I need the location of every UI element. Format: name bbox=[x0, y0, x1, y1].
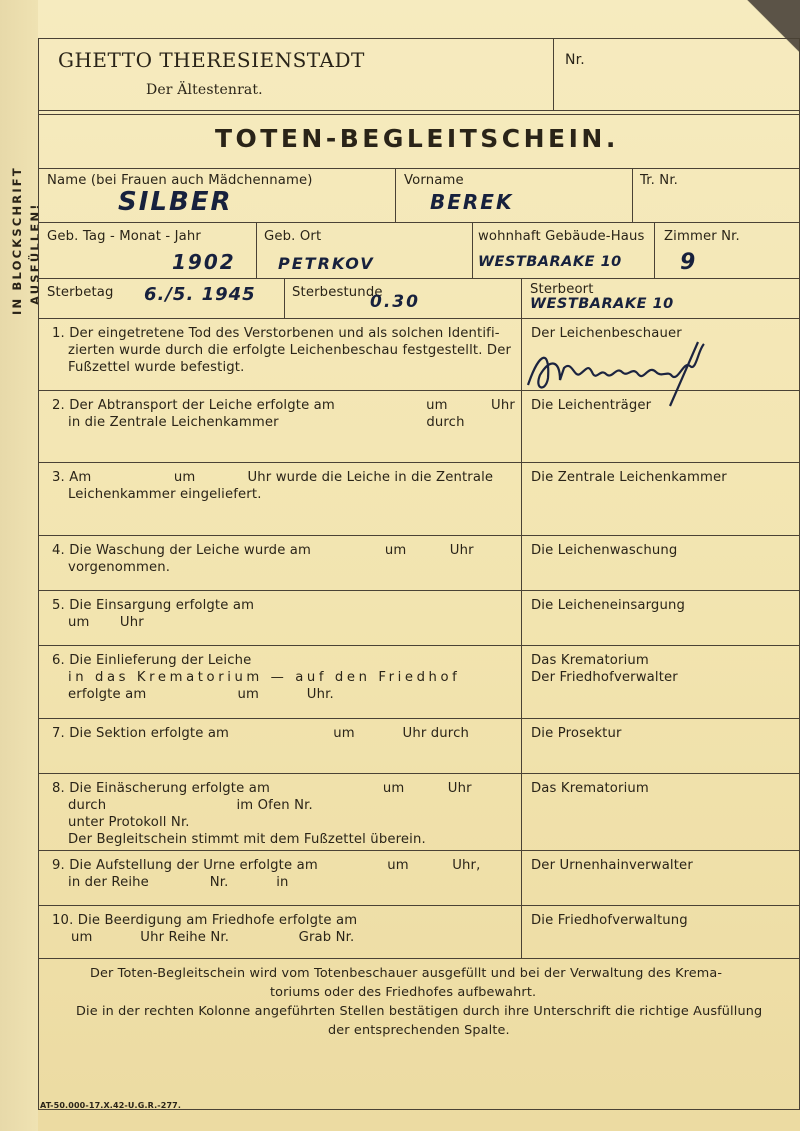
section-8-text-line: Der Begleitschein stimmt mit dem Fußzettel überein. bbox=[68, 832, 426, 847]
tr-nr-label: Tr. Nr. bbox=[640, 173, 679, 188]
side-note-line-1: IN BLOCKSCHRIFT bbox=[10, 166, 24, 315]
section-rule bbox=[38, 850, 800, 851]
nr-label: Nr. bbox=[565, 52, 585, 68]
rule bbox=[654, 222, 655, 278]
rule bbox=[38, 278, 800, 279]
rule bbox=[38, 110, 800, 111]
section-2-text-line: in die Zentrale Leichenkammer durch bbox=[68, 415, 465, 430]
section-9-text-line: in der Reihe Nr. in bbox=[68, 875, 289, 890]
geb-ort-label: Geb. Ort bbox=[264, 229, 322, 244]
sterbetag-label: Sterbetag bbox=[47, 285, 114, 300]
zimmer-label: Zimmer Nr. bbox=[664, 229, 740, 244]
section-8-text-line: unter Protokoll Nr. bbox=[68, 815, 190, 830]
section-9-authority: Der Urnenhainverwalter bbox=[531, 858, 693, 873]
rule bbox=[472, 222, 473, 278]
name-value[interactable]: SILBER bbox=[118, 187, 233, 217]
section-10-text-line: um Uhr Reihe Nr. Grab Nr. bbox=[71, 930, 355, 945]
section-rule bbox=[38, 535, 800, 536]
examiner-signature bbox=[520, 330, 720, 410]
footer-line: der entsprechenden Spalte. bbox=[328, 1023, 510, 1038]
section-4-text-line: 4. Die Waschung der Leiche wurde am um Uhr bbox=[52, 543, 474, 558]
sterbestunde-value[interactable]: 0.30 bbox=[370, 292, 420, 312]
name-label: Name (bei Frauen auch Mädchenname) bbox=[47, 173, 313, 188]
rule bbox=[38, 222, 800, 223]
section-8-text-line: durch im Ofen Nr. bbox=[68, 798, 313, 813]
section-divider bbox=[521, 718, 522, 773]
section-6-authority: Der Friedhofverwalter bbox=[531, 670, 678, 685]
zimmer-value[interactable]: 9 bbox=[680, 250, 698, 275]
council-name: Der Ältestenrat. bbox=[146, 82, 263, 98]
section-rule bbox=[38, 718, 800, 719]
section-divider bbox=[521, 773, 522, 850]
section-7-authority: Die Prosektur bbox=[531, 726, 622, 741]
section-3-authority: Die Zentrale Leichenkammer bbox=[531, 470, 727, 485]
section-6-text-line: in das Krematorium — auf den Friedhof bbox=[68, 670, 461, 685]
section-divider bbox=[521, 590, 522, 645]
section-divider bbox=[521, 645, 522, 718]
sterbestunde-label: Sterbestunde bbox=[292, 285, 383, 300]
section-divider bbox=[521, 905, 522, 958]
section-6-text-line: erfolgte am um Uhr. bbox=[68, 687, 334, 702]
section-rule bbox=[38, 905, 800, 906]
footer-line: Der Toten-Begleitschein wird vom Totenbeschauer ausgefüllt und bei der Verwaltung des Krema- bbox=[90, 966, 723, 981]
sterbeort-label: Sterbeort bbox=[530, 282, 594, 297]
section-1-text-line: zierten wurde durch die erfolgte Leichenbeschau festgestellt. Der bbox=[68, 343, 512, 358]
geb-tag-value[interactable]: 1902 bbox=[172, 250, 236, 274]
section-5-text-line: um Uhr bbox=[68, 615, 144, 630]
header-divider bbox=[553, 38, 554, 110]
sterbetag-value[interactable]: 6./5. 1945 bbox=[144, 284, 256, 305]
section-divider bbox=[521, 535, 522, 590]
section-5-authority: Die Leicheneinsargung bbox=[531, 598, 685, 613]
side-note bbox=[4, 160, 42, 330]
section-1-text-line: Fußzettel wurde befestigt. bbox=[68, 360, 245, 375]
rule bbox=[256, 222, 257, 278]
geb-tag-label: Geb. Tag - Monat - Jahr bbox=[47, 229, 201, 244]
section-2-authority: Die Leichenträger bbox=[531, 398, 652, 413]
section-9-text-line: 9. Die Aufstellung der Urne erfolgte am um Uhr, bbox=[52, 858, 481, 873]
rule bbox=[38, 318, 800, 319]
section-1-text-line: 1. Der eingetretene Tod des Verstorbenen und als solchen Identifi- bbox=[52, 326, 500, 341]
rule bbox=[38, 114, 800, 115]
vorname-label: Vorname bbox=[404, 173, 464, 188]
side-note-line-2: AUSFÜLLEN! bbox=[28, 202, 42, 305]
section-4-authority: Die Leichenwaschung bbox=[531, 543, 678, 558]
section-8-authority: Das Krematorium bbox=[531, 781, 649, 796]
rule bbox=[395, 168, 396, 222]
section-10-authority: Die Friedhofverwaltung bbox=[531, 913, 688, 928]
section-6-text-line: 6. Die Einlieferung der Leiche bbox=[52, 653, 252, 668]
section-6-authority: Das Krematorium bbox=[531, 653, 649, 668]
section-10-text-line: 10. Die Beerdigung am Friedhofe erfolgte am bbox=[52, 913, 358, 928]
rule bbox=[632, 168, 633, 222]
section-3-text-line: Leichenkammer eingeliefert. bbox=[68, 487, 262, 502]
geb-ort-value[interactable]: PETRKOV bbox=[278, 254, 375, 273]
section-rule bbox=[38, 590, 800, 591]
rule bbox=[521, 278, 522, 318]
section-rule bbox=[38, 958, 800, 959]
section-4-text-line: vorgenommen. bbox=[68, 560, 171, 575]
section-rule bbox=[38, 645, 800, 646]
section-rule bbox=[38, 773, 800, 774]
wohnhaft-label: wohnhaft Gebäude-Haus bbox=[478, 229, 645, 244]
rule bbox=[284, 278, 285, 318]
rule bbox=[38, 168, 800, 169]
print-code: AT-50.000-17.X.42-U.G.R.-277. bbox=[40, 1101, 182, 1110]
section-1-authority: Der Leichenbeschauer bbox=[531, 326, 682, 341]
sterbeort-value[interactable]: WESTBARAKE 10 bbox=[530, 296, 674, 312]
footer-line: Die in der rechten Kolonne angeführten Stellen bestätigen durch ihre Unterschrift die richtige Ausfüllung bbox=[76, 1004, 763, 1019]
section-rule bbox=[38, 462, 800, 463]
section-7-text-line: 7. Die Sektion erfolgte am um Uhr durch bbox=[52, 726, 469, 741]
form-title: TOTEN-BEGLEITSCHEIN. bbox=[215, 124, 619, 153]
section-8-text-line: 8. Die Einäscherung erfolgte am um Uhr bbox=[52, 781, 472, 796]
section-3-text-line: 3. Am um Uhr wurde die Leiche in die Zentrale bbox=[52, 470, 494, 485]
section-divider bbox=[521, 462, 522, 535]
footer-line: toriums oder des Friedhofes aufbewahrt. bbox=[270, 985, 537, 1000]
section-5-text-line: 5. Die Einsargung erfolgte am bbox=[52, 598, 255, 613]
wohnhaft-value[interactable]: WESTBARAKE 10 bbox=[478, 254, 622, 270]
vorname-value[interactable]: BEREK bbox=[430, 190, 514, 214]
section-2-text-line: 2. Der Abtransport der Leiche erfolgte am um Uhr bbox=[52, 398, 515, 413]
institution-name: GHETTO THERESIENSTADT bbox=[58, 48, 365, 72]
section-divider bbox=[521, 850, 522, 905]
